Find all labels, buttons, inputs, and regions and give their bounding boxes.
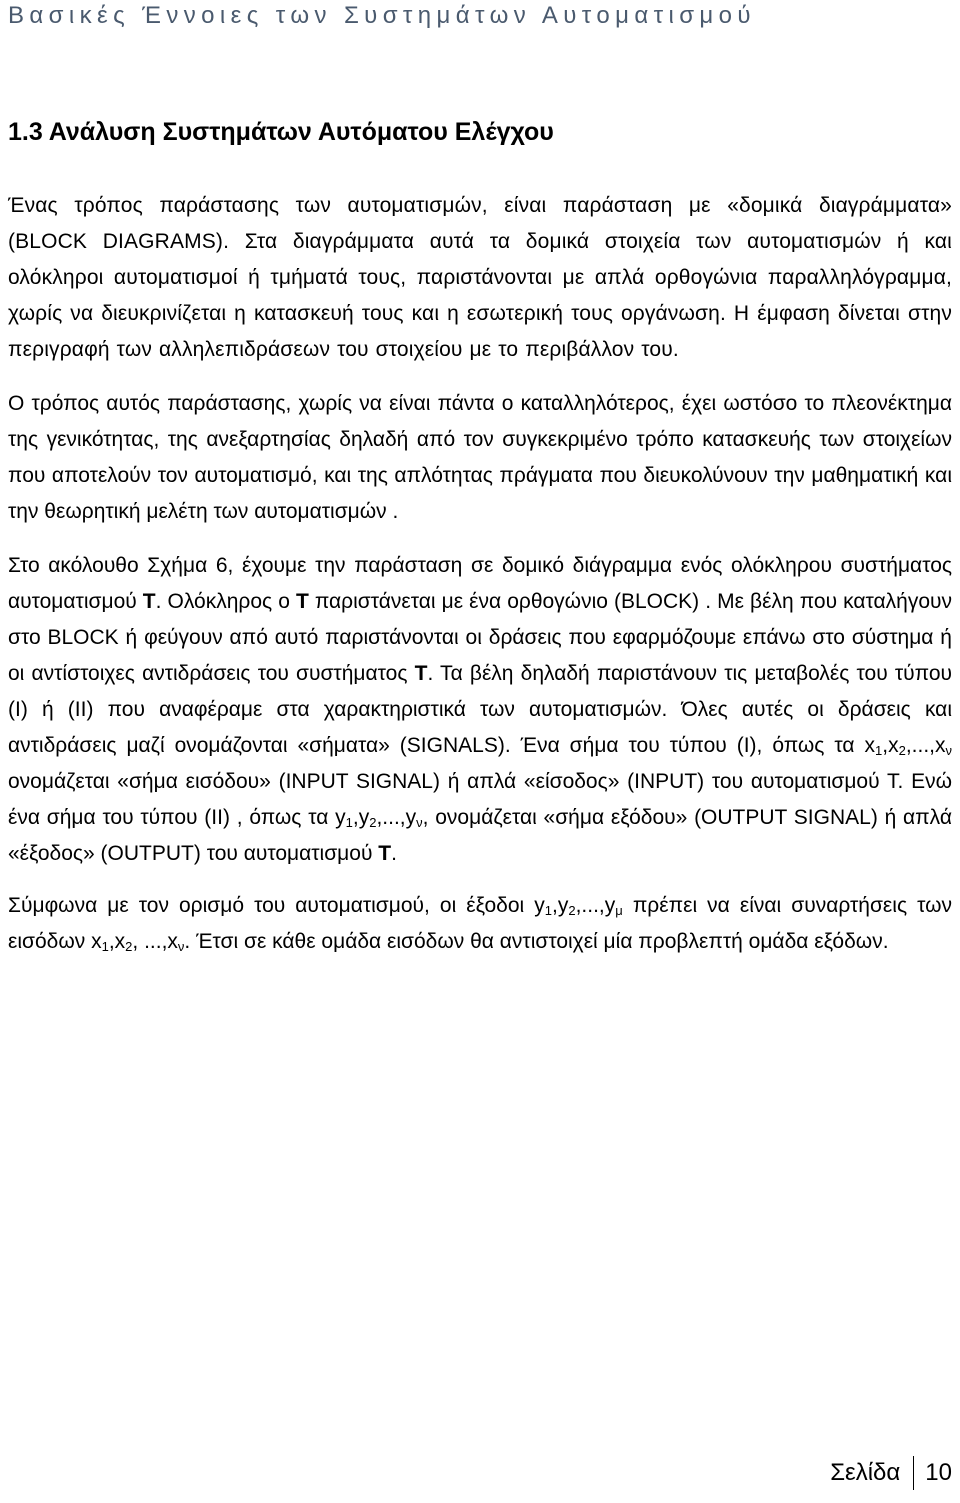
text-run: , ονομάζεται «σήμα εξόδου» (OUTPUT SIGNAL) ή απλά «έξοδος» (OUTPUT) του αυτοματισμού [8, 806, 952, 865]
subscript: 1 [544, 903, 552, 918]
text-run: ,...,y [376, 806, 417, 829]
text-run: ,...,x [905, 734, 946, 757]
subscript: 1 [345, 815, 353, 830]
paragraph-3 [8, 548, 952, 872]
text-run: παριστάνεται με ένα ορθογώνιο (BLOCK) . Με βέλη που καταλήγουν στο BLOCK ή φεύγουν από αυτό παριστάνονται οι δράσεις που εφαρμόζουμε επάνω στο σύστημα ή οι αντίστοιχες αντιδράσεις του συστήματος [8, 590, 953, 685]
page-footer [830, 1456, 952, 1490]
text-run: πρέπει να είναι συναρτήσεις των εισόδων x [8, 894, 953, 953]
subscript: μ [615, 903, 623, 918]
body-text [8, 188, 952, 960]
text-run: Στο ακόλουθο Σχήμα 6, έχουμε την παράσταση σε δομικό διάγραμμα ενός ολόκληρου συστήματος αυτοματισμού [8, 554, 952, 613]
text-run: . Ολόκληρος ο [155, 590, 296, 613]
subscript: 1 [101, 939, 109, 954]
text-run: , [108, 930, 115, 953]
running-header: Βασικές Έννοιες των Συστημάτων Αυτοματισμού [8, 2, 756, 29]
page-label: Σελίδα [830, 1459, 901, 1486]
subscript: ν [945, 743, 952, 758]
text-run: . Έτσι σε κάθε ομάδα εισόδων θα αντιστοιχεί μία προβλεπτή ομάδα εξόδων. [184, 930, 889, 953]
text-run: , [882, 734, 889, 757]
text-run: ονομάζεται «σήμα εισόδου» (INPUT SIGNAL) ή απλά «είσοδος» (INPUT) του αυτοματισμού Τ. Ενώ ένα σήμα του τύπου (ΙΙ) , όπως τα y [8, 770, 952, 829]
symbol-t: Τ [295, 590, 309, 613]
subscript: 2 [568, 903, 576, 918]
subscript: 2 [898, 743, 906, 758]
subscript: 2 [125, 939, 133, 954]
paragraph-1: Ένας τρόπος παράστασης των αυτοματισμών, είναι παράσταση με «δομικά διαγράμματα» (BLOCK DIAGRAMS). Στα διαγράμματα αυτά τα δομικά στοιχεία των αυτοματισμών ή και ολόκληροι αυτοματισμοί ή τμήματά τους, παριστάνονται με απλά ορθογώνια παραλληλόγραμμα, χωρίς να διευκρινίζεται η κατασκευή τους και η εσωτερική τους οργάνωση. Η έμφαση δίνεται στην περιγραφή των αλληλεπιδράσεων του στοιχείου με το περιβάλλον του. [8, 194, 952, 361]
subscript: ν [416, 815, 423, 830]
paragraph-4 [8, 888, 952, 960]
page-number: 10 [925, 1459, 952, 1486]
text-run: x [888, 734, 899, 757]
text-run: y [358, 806, 370, 829]
text-run: . [391, 842, 397, 865]
footer-divider [913, 1456, 914, 1490]
text-run: Σύμφωνα με τον ορισμό του αυτοματισμού, οι έξοδοι y [8, 894, 545, 917]
paragraph-2: Ο τρόπος αυτός παράστασης, χωρίς να είναι πάντα ο καταλληλότερος, έχει ωστόσο το πλεονέκτημα της γενικότητας, της ανεξαρτησίας δηλαδή από τον συγκεκριμένο τρόπο κατασκευής των στοιχείων που αποτελούν τον αυτοματισμό, και της απλότητας πράγματα που διευκολύνουν την μαθηματική και την θεωρητική μελέτη των αυτοματισμών . [8, 392, 952, 523]
text-run: , [352, 806, 359, 829]
subscript: ν [177, 939, 185, 954]
text-run: , [552, 894, 558, 917]
text-run: , ...,x [132, 930, 178, 953]
symbol-t: Τ [378, 842, 392, 865]
text-run: y [557, 894, 569, 917]
subscript: 1 [875, 743, 883, 758]
symbol-t: Τ [142, 590, 156, 613]
subscript: 2 [369, 815, 377, 830]
text-run: x [114, 930, 126, 953]
section-heading: 1.3 Ανάλυση Συστημάτων Αυτόματου Ελέγχου [8, 118, 554, 146]
symbol-t: Τ [414, 662, 428, 685]
text-run: ,...,y [575, 894, 616, 917]
text-run: . Τα βέλη δηλαδή παριστάνουν τις μεταβολές του τύπου (Ι) ή (ΙΙ) που αναφέραμε στα χαρακτηριστικά των αυτοματισμών. Όλες αυτές οι δράσεις και αντιδράσεις μαζί ονομάζονται «σήματα» (SIGNALS). Ένα σήμα του τύπου (Ι), όπως τα x [8, 662, 953, 757]
